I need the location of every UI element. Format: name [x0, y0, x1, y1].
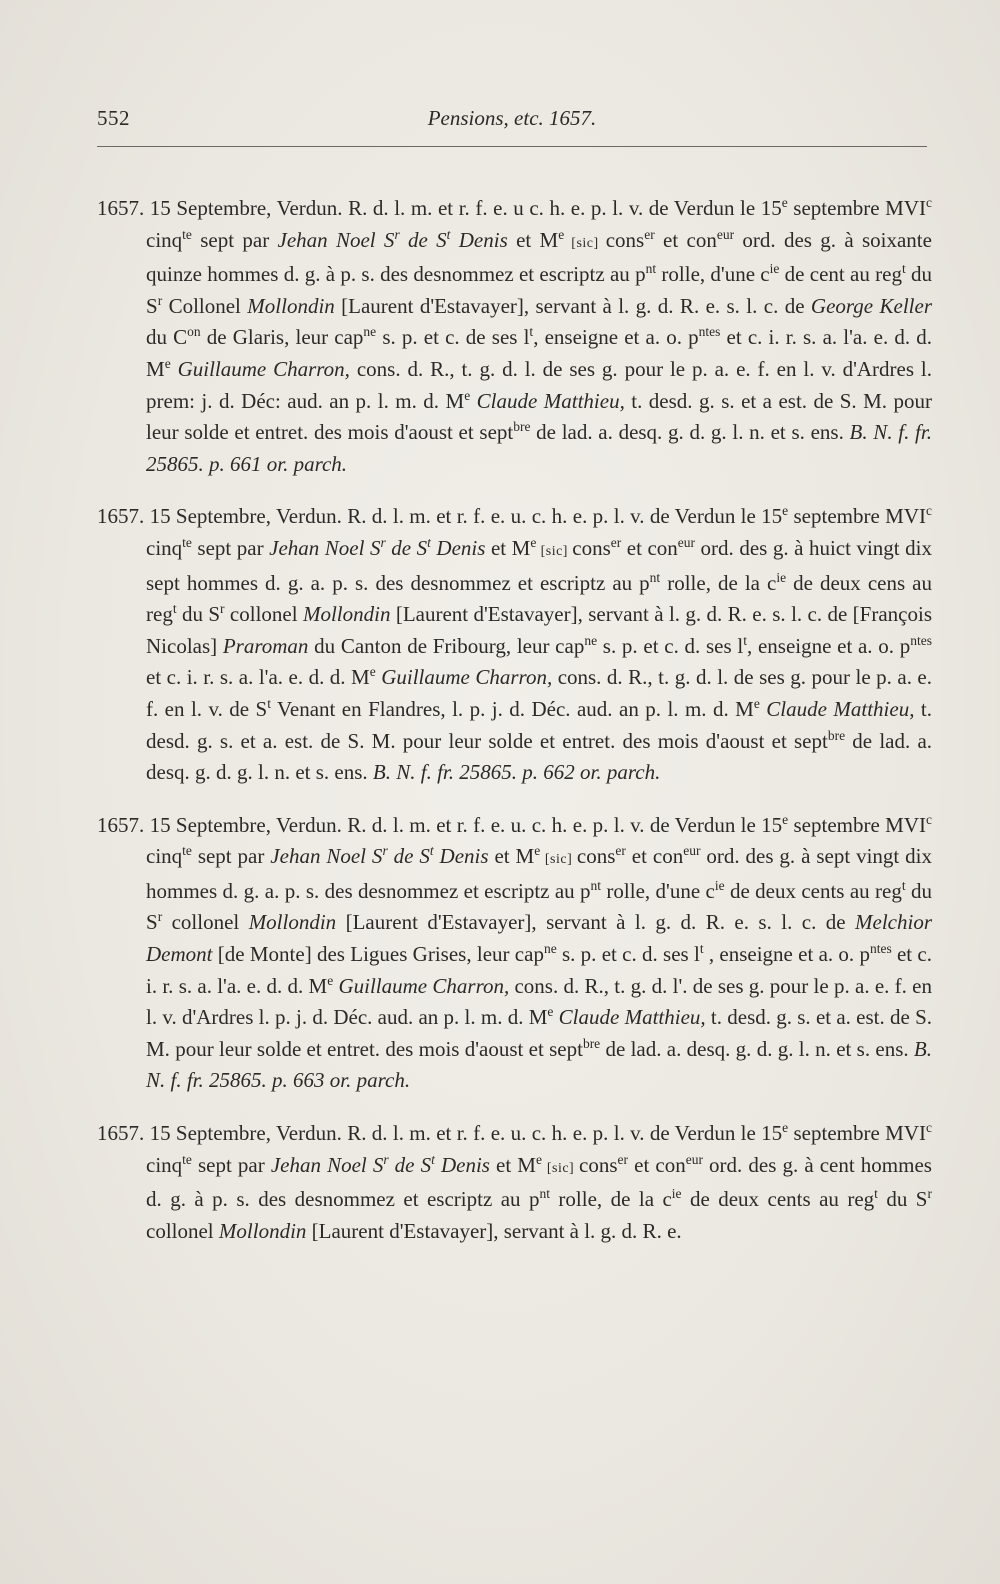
superscript: nt: [590, 877, 602, 893]
superscript: t: [446, 226, 451, 242]
person-name: Mollondin: [302, 602, 391, 627]
source-citation: B. N. f. fr. 25865. p. 661 or. parch.: [146, 420, 932, 476]
superscript: er: [644, 226, 655, 242]
entry-text: de deux cents au reg: [724, 878, 902, 903]
superscript: e: [369, 664, 376, 680]
entry-text: septembre MVI: [787, 196, 926, 220]
entry-text: cons. d. R., t. g. d. l'. de ses g. pour le p. a. e. f. en l. v. d'Ardres l. p. j. d. Déc. aud. an p. l. m. d. M: [146, 973, 932, 1030]
superscript: ne: [584, 632, 598, 648]
document-body: [97, 172, 932, 1257]
entry-text: et M: [485, 535, 531, 560]
superscript: er: [617, 1151, 629, 1167]
superscript: r: [382, 843, 388, 859]
person-name: Jehan Noel S: [269, 535, 381, 560]
entry-text: cons: [572, 535, 611, 560]
entry-text: rolle, de la c: [660, 570, 777, 595]
person-name: Praroman: [222, 633, 309, 658]
entry-paragraph: [97, 810, 932, 1097]
superscript: eur: [677, 534, 696, 550]
superscript: e: [782, 503, 789, 519]
person-name: de S: [388, 1152, 432, 1177]
entry-text: s. p. et c. d. ses l: [597, 633, 744, 658]
superscript: r: [380, 534, 386, 550]
superscript: t: [427, 534, 431, 550]
entry-text: cons: [579, 1152, 618, 1177]
superscript: e: [164, 355, 171, 371]
person-name: Guillaume Charron,: [170, 356, 350, 381]
superscript: e: [558, 226, 565, 242]
entry-text: collonel: [162, 910, 249, 935]
superscript: bre: [582, 1035, 601, 1051]
entry-text: de cent au reg: [779, 262, 902, 287]
person-name: Claude Matthieu,: [759, 696, 915, 721]
entry-text: , enseigne et a. o. p: [533, 325, 699, 350]
superscript: r: [220, 601, 225, 617]
superscript: ie: [714, 877, 725, 893]
person-name: Claude Matthieu,: [553, 1005, 706, 1030]
superscript: te: [182, 1151, 192, 1167]
entry-text: sept par: [191, 1152, 271, 1177]
entry-text: septembre MVI: [788, 504, 926, 529]
person-name: Melchior Demont: [146, 910, 932, 967]
superscript: t: [901, 261, 906, 277]
entry-text: s. p. et c. de ses l: [376, 325, 530, 350]
superscript: te: [182, 534, 192, 550]
superscript: r: [157, 292, 163, 308]
superscript: c: [925, 1120, 932, 1136]
entry-text: 15 Septembre, Verdun. R. d. l. m. et r. f. e. u. c. h. e. p. l. v. de Verdun le 15: [144, 812, 783, 837]
entry-text: du S: [176, 602, 221, 627]
entry-text: 15 Septembre, Verdun. R. d. l. m. et r. f. e. u c. h. e. p. l. v. de Verdun le 15: [144, 196, 782, 220]
entry-paragraph: [97, 501, 932, 788]
entry-text: cons: [605, 227, 645, 252]
superscript: er: [615, 843, 626, 859]
person-name: Mollondin: [248, 910, 337, 935]
entry-text: du S: [146, 262, 933, 318]
superscript: r: [157, 909, 163, 925]
entry-text: cons. d. R., t. g. d. l. de ses g. pour le p. a. e. f. en l. v. de S: [146, 665, 933, 721]
entry-text: cons: [576, 844, 616, 869]
superscript: t: [431, 1151, 435, 1167]
superscript: e: [535, 1151, 542, 1167]
entry-text: de deux cents au reg: [681, 1187, 875, 1212]
entry-text: et c. i. r. s. a. l'a. e. d. d. M: [146, 665, 370, 690]
person-name: de S: [385, 535, 428, 560]
superscript: nt: [649, 569, 661, 585]
entry-paragraph: [97, 193, 932, 480]
superscript: ntes: [910, 632, 932, 648]
superscript: t: [529, 324, 534, 340]
entry-text: [de Monte] des Ligues Grises, leur cap: [212, 942, 544, 967]
entry-text: t. desd. g. s. et a. est. de S. M. pour leur solde et entret. des mois d'aoust et sept: [146, 696, 932, 753]
entry-text: t. desd. g. s. et a est. de S. M. pour leur solde et entret. des mois d'aoust et sept: [146, 388, 932, 445]
entry-text: s. p. et c. d. ses l: [556, 942, 700, 967]
person-name: Denis: [434, 1152, 490, 1177]
page-header: [97, 106, 927, 147]
superscript: te: [182, 843, 192, 859]
entry-text: du S: [877, 1187, 928, 1212]
superscript: t: [699, 941, 704, 957]
superscript: er: [610, 534, 622, 550]
person-name: Jehan Noel S: [277, 227, 395, 252]
superscript: ne: [363, 324, 377, 340]
entry-text: septembre MVI: [788, 812, 926, 837]
superscript: ie: [671, 1186, 682, 1202]
person-name: de S: [387, 844, 430, 869]
superscript: ie: [776, 569, 787, 585]
entry-paragraph: [97, 1118, 932, 1247]
superscript: nt: [539, 1186, 550, 1202]
person-name: Jehan Noel S: [270, 844, 383, 869]
entry-text: cons. d. R., t. g. d. l. de ses g. pour le p. a. e. f. en l. v. d'Ardres l. prem: j. d. Déc: aud. an p. l. m. d. M: [146, 356, 932, 413]
entry-text: de Glaris, leur cap: [200, 325, 364, 350]
person-name: Guillaume Charron,: [375, 665, 553, 690]
superscript: te: [182, 226, 192, 242]
entry-text: de lad. a. desq. g. d. g. l. n. et s. ens.: [146, 728, 933, 785]
sic-note: [sic]: [564, 235, 606, 251]
entry-text: collonel: [146, 1218, 219, 1243]
entry-text: cinq: [146, 844, 183, 869]
person-name: Guillaume Charron,: [333, 973, 510, 998]
entry-text: cinq: [146, 227, 183, 252]
entry-text: et con: [625, 844, 684, 869]
entry-text: , enseigne et a. o. p: [746, 633, 911, 658]
entry-text: ord. des g. à cent hommes d. g. à p. s. des desnommez et escriptz au p: [146, 1152, 932, 1212]
person-name: Jehan Noel S: [270, 1152, 384, 1177]
entry-text: cinq: [146, 535, 183, 560]
entry-text: septembre MVI: [788, 1121, 926, 1146]
superscript: t: [874, 1186, 878, 1202]
sic-note: [sic]: [541, 1160, 580, 1176]
source-citation: B. N. f. fr. 25865. p. 663 or. parch.: [146, 1036, 932, 1093]
entry-text: , enseigne et a. o. p: [703, 942, 870, 967]
person-name: de S: [399, 227, 447, 252]
superscript: r: [383, 1151, 389, 1167]
source-citation: B. N. f. fr. 25865. p. 662 or. parch.: [372, 760, 661, 785]
superscript: ne: [543, 941, 557, 957]
superscript: nt: [645, 261, 657, 277]
entry-text: 15 Septembre, Verdun. R. d. l. m. et r. f. e. u. c. h. e. p. l. v. de Verdun le 15: [144, 1121, 783, 1146]
entry-text: ord. des g. à soixante quinze hommes d. g. à p. s. des desnommez et escriptz au p: [146, 227, 932, 287]
entry-text: et M: [489, 1152, 536, 1177]
entry-text: et M: [488, 844, 535, 869]
entry-text: [Laurent d'Estavayer], servant à l. g. d. R. e.: [306, 1218, 682, 1243]
person-name: Denis: [430, 535, 486, 560]
sic-note: [sic]: [540, 852, 577, 868]
entry-text: sept par: [191, 844, 271, 869]
superscript: eur: [683, 843, 701, 859]
entry-text: et con: [628, 1152, 686, 1177]
superscript: e: [782, 811, 789, 827]
person-name: Denis: [433, 844, 489, 869]
person-name: Mollondin: [218, 1218, 307, 1243]
superscript: t: [743, 632, 747, 648]
entry-text: [Laurent d'Estavayer], servant à l. g. d. R. e. s. l. c. de: [334, 293, 811, 318]
page-number: 552: [97, 106, 130, 130]
entry-year: 1657.: [97, 812, 145, 837]
entry-text: collonel: [224, 602, 303, 627]
entry-text: et c. i. r. s. a. l'a. e. d. d. M: [146, 942, 932, 998]
running-title: Pensions, etc. 1657.: [427, 106, 597, 130]
superscript: ntes: [869, 941, 892, 957]
entry-text: rolle, d'une c: [601, 878, 715, 903]
superscript: c: [925, 811, 932, 827]
entry-text: rolle, de la c: [549, 1187, 672, 1212]
entry-text: ord. des g. à huict vingt dix sept hommes d. g. a. p. s. des desnommez et escriptz au p: [146, 535, 932, 595]
superscript: c: [925, 503, 932, 519]
entry-text: [Laurent d'Estavayer], servant à l. g. d. R. e. s. l. c. de: [336, 910, 856, 935]
superscript: e: [534, 843, 541, 859]
superscript: on: [187, 324, 201, 340]
superscript: bre: [513, 419, 531, 435]
person-name: Mollondin: [247, 293, 335, 318]
entry-text: sept par: [191, 535, 270, 560]
entry-text: du S: [146, 878, 932, 935]
entry-text: rolle, d'une c: [656, 262, 770, 287]
superscript: e: [530, 534, 537, 550]
superscript: e: [781, 195, 788, 210]
entry-text: sept par: [191, 227, 278, 252]
superscript: e: [547, 1004, 554, 1020]
entry-text: ord. des g. à sept vingt dix hommes d. g. a. p. s. des desnommez et escriptz au p: [146, 844, 932, 903]
superscript: r: [394, 226, 400, 242]
superscript: t: [172, 601, 177, 617]
entry-text: du C: [146, 325, 188, 350]
person-name: Denis: [450, 227, 508, 252]
entry-text: Collonel: [162, 293, 248, 318]
person-name: Claude Matthieu,: [470, 388, 625, 413]
superscript: t: [901, 877, 906, 893]
entry-text: de lad. a. desq. g. d. g. l. n. et s. ens.: [600, 1036, 914, 1061]
superscript: bre: [827, 727, 846, 743]
entry-text: et M: [507, 227, 559, 252]
superscript: e: [464, 387, 471, 403]
superscript: e: [753, 695, 760, 711]
entry-text: et con: [654, 227, 717, 252]
entry-text: t. desd. g. s. et a. est. de S. M. pour leur solde et entret. des mois d'aoust et sept: [146, 1005, 933, 1061]
entry-year: 1657.: [97, 504, 145, 529]
sic-note: [sic]: [536, 543, 573, 559]
superscript: eur: [716, 226, 735, 242]
entry-text: cinq: [146, 1152, 183, 1177]
superscript: e: [327, 972, 334, 988]
superscript: eur: [685, 1151, 703, 1167]
entry-text: [Laurent d'Estavayer], servant à l. g. d. R. e. s. l. c. de [François Nicolas]: [146, 602, 932, 658]
entry-text: du Canton de Fribourg, leur cap: [308, 633, 585, 658]
entry-text: Venant en Flandres, l. p. j. d. Déc. aud. an p. l. m. d. M: [271, 696, 754, 721]
person-name: George Keller: [810, 293, 932, 318]
entry-text: de deux cens au reg: [146, 570, 932, 627]
entry-text: de lad. a. desq. g. d. g. l. n. et s. ens.: [530, 420, 850, 445]
superscript: ntes: [698, 324, 721, 340]
superscript: r: [927, 1186, 932, 1202]
superscript: e: [782, 1120, 789, 1136]
entry-text: et c. i. r. s. a. l'a. e. d. d. M: [146, 325, 932, 381]
superscript: t: [429, 843, 434, 859]
entry-text: 15 Septembre, Verdun. R. d. l. m. et r. f. e. u. c. h. e. p. l. v. de Verdun le 15: [144, 504, 783, 529]
superscript: t: [267, 695, 271, 711]
superscript: ie: [769, 261, 780, 277]
entry-year: 1657.: [97, 196, 145, 220]
entry-year: 1657.: [97, 1121, 145, 1146]
entry-text: et con: [621, 535, 678, 560]
superscript: c: [925, 195, 932, 210]
